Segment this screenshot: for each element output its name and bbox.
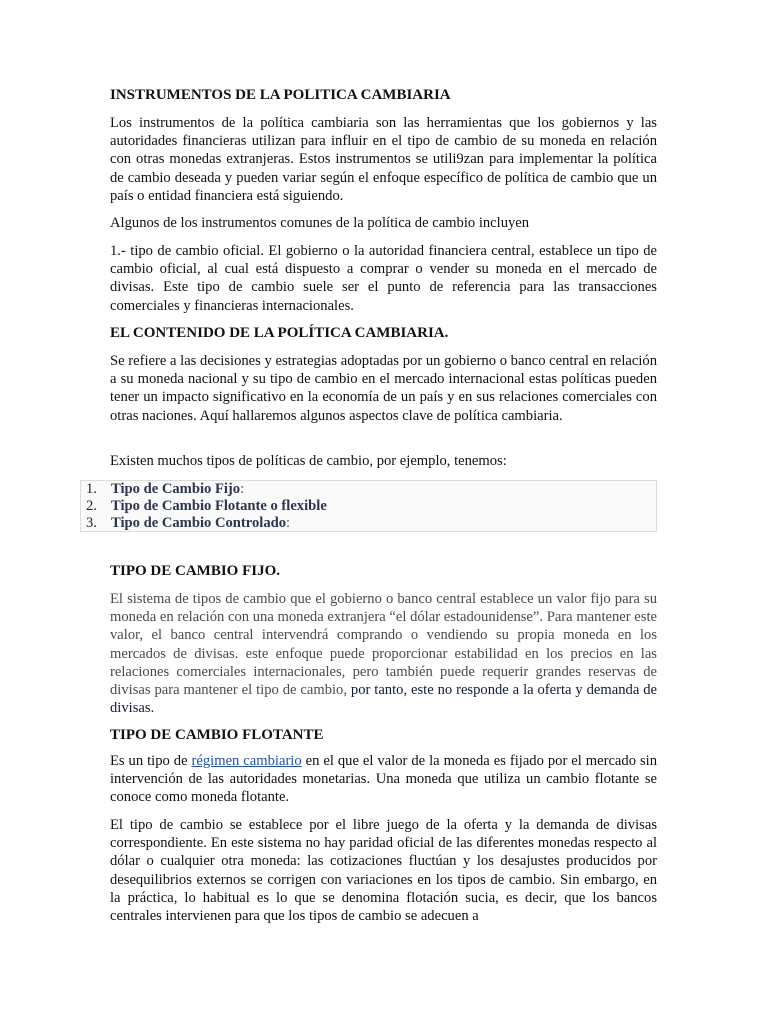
list-item-text: Tipo de Cambio Controlado — [111, 515, 287, 531]
regimen-cambiario-link[interactable]: régimen cambiario — [191, 753, 302, 769]
list-item-text: Tipo de Cambio Fijo — [111, 481, 241, 497]
list-item-suffix: : — [240, 481, 245, 497]
heading-tipo-cambio-fijo: TIPO DE CAMBIO FIJO. — [110, 563, 281, 579]
list-item-text: Tipo de Cambio Flotante o flexible — [111, 498, 327, 514]
paragraph-fijo-main: El sistema de tipos de cambio que el gobierno o banco central establece un valor fijo para su moneda en relación con una moneda extranjera “el dólar estadounidense”. Para mantener este valor, el banco central intervendrá comprando o vendiendo su propia moneda en los mercados de divisas. este enfoque puede proporcionar estabilidad en los precios en las relaciones comerciales internacionales, pero también puede requerir grandes reservas de divisas para mantener el tipo de cambio, — [110, 591, 657, 699]
paragraph-fijo-tail: por tanto, este no responde a la oferta y demanda de divisas. — [110, 682, 657, 717]
list-item-label — [111, 515, 290, 532]
paragraph-tipo-cambio-oficial: 1.- tipo de cambio oficial. El gobierno o la autoridad financiera central, establece un tipo de cambio oficial, al cual está dispuesto a comprar o vender su moneda en el mercado de divisas. Este tipo de cambio suele ser el punto de referencia para las transacciones comerciales y financieras internacionales. — [110, 243, 657, 314]
paragraph-libre-juego: El tipo de cambio se establece por el libre juego de la oferta y la demanda de divisas correspondiente. En este sistema no hay paridad oficial de las diferentes monedas respecto al dólar o cualquier otra moneda: las cotizaciones fluctúan y los desajustes producidos por desequilibrios externos se corrigen con variaciones en los tipos de cambio. Sin embargo, en la práctica, lo habitual es lo que se denomina flotación sucia, es decir, que los bancos centrales intervienen para que los tipos de cambio se adecuen a — [110, 817, 657, 925]
list-item-label — [111, 481, 244, 498]
list-number: 1. — [86, 481, 97, 497]
list-number: 3. — [86, 515, 97, 531]
paragraph-contenido-politica: Se refiere a las decisiones y estrategias adoptadas por un gobierno o banco central en relación a su moneda nacional y su tipo de cambio en el mercado internacional estas políticas pueden tener un impacto significativo en la economía de un país y en sus relaciones comerciales con otras naciones. Aquí hallaremos algunos aspectos clave de política cambiaria. — [110, 353, 657, 424]
list-number: 2. — [86, 498, 97, 514]
heading-instrumentos: INSTRUMENTOS DE LA POLITICA CAMBIARIA — [110, 87, 451, 103]
heading-tipo-cambio-flotante: TIPO DE CAMBIO FLOTANTE — [110, 727, 324, 743]
paragraph-flotante-pre: Es un tipo de — [110, 753, 192, 769]
heading-contenido-politica: EL CONTENIDO DE LA POLÍTICA CAMBIARIA. — [110, 325, 449, 341]
paragraph-tipos-politicas: Existen muchos tipos de políticas de cambio, por ejemplo, tenemos: — [110, 453, 507, 469]
list-item-suffix: : — [286, 515, 291, 531]
list-item — [81, 481, 658, 498]
list-item — [81, 498, 658, 515]
list-item — [81, 515, 658, 532]
paragraph-tipo-cambio-fijo — [110, 590, 657, 717]
paragraph-tipo-cambio-flotante — [110, 752, 657, 807]
paragraph-instrumentos-comunes: Algunos de los instrumentos comunes de la política de cambio incluyen — [110, 215, 530, 231]
list-item-label — [111, 498, 327, 515]
policy-types-list — [80, 480, 657, 532]
paragraph-instrumentos-intro: Los instrumentos de la política cambiaria son las herramientas que los gobiernos y las autoridades financieras utilizan para influir en el tipo de cambio de su moneda en relación con otras monedas extranjeras. Estos instrumentos se utili9zan para implementar la política de cambio deseada y pueden variar según el enfoque específico de política de cambio que un país o entidad financiera está siguiendo. — [110, 115, 657, 204]
paragraph-flotante-post: en el que el valor de la moneda es fijado por el mercado sin intervención de las autoridades monetarias. Una moneda que utiliza un cambio flotante se conoce como moneda flotante. — [110, 753, 657, 806]
